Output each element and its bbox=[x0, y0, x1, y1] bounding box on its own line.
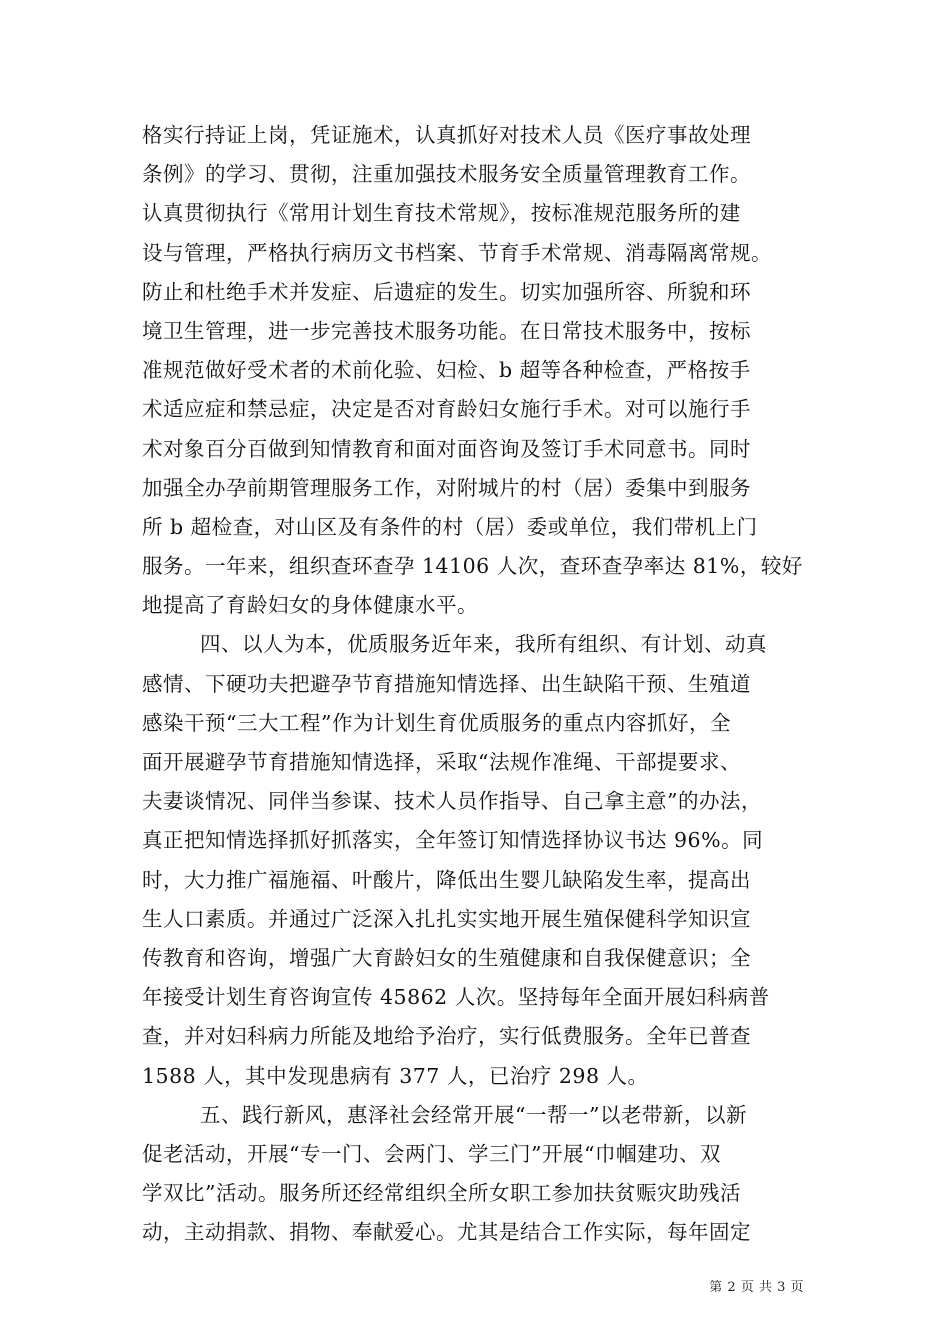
text-line: 条例》的学习、贯彻，注重加强技术服务安全质量管理教育工作。 bbox=[142, 162, 751, 187]
text-line: 夫妻谈情况、同伴当参谋、技术人员作指导、自己拿主意”的办法， bbox=[142, 789, 762, 814]
paragraph-start-line: 四、以人为本，优质服务近年来，我所有组织、有计划、动真 bbox=[200, 632, 767, 657]
text-line: 感染干预“三大工程”作为计划生育优质服务的重点内容抓好，全 bbox=[142, 710, 731, 735]
text-line: 真正把知情选择抓好抓落实，全年签订知情选择协议书达 96%。同 bbox=[142, 828, 764, 853]
text-line: 境卫生管理，进一步完善技术服务功能。在日常技术服务中，按标 bbox=[142, 318, 751, 343]
text-line: 生人口素质。并通过广泛深入扎扎实实地开展生殖保健科学知识宣 bbox=[142, 906, 751, 931]
page-number-footer: 第 2 页 共 3 页 bbox=[709, 1280, 804, 1295]
body-text bbox=[142, 116, 814, 1252]
text-line: 年接受计划生育咨询宣传 45862 人次。坚持每年全面开展妇科病普 bbox=[142, 985, 770, 1010]
text-line: 查，并对妇科病力所能及地给予治疗，实行低费服务。全年已普查 bbox=[142, 1024, 751, 1049]
text-line: 术适应症和禁忌症，决定是否对育龄妇女施行手术。对可以施行手 bbox=[142, 397, 751, 422]
text-line: 地提高了育龄妇女的身体健康水平。 bbox=[142, 593, 478, 618]
text-line: 面开展避孕节育措施知情选择，采取“法规作准绳、干部提要求、 bbox=[142, 750, 741, 774]
text-line: 格实行持证上岗，凭证施术，认真抓好对技术人员《医疗事故处理 bbox=[142, 123, 751, 147]
paragraph-start-line: 五、践行新风，惠泽社会经常开展“一帮一”以老带新，以新 bbox=[200, 1102, 747, 1127]
text-line: 准规范做好受术者的术前化验、妇检、b 超等各种检查，严格按手 bbox=[142, 358, 751, 383]
text-line: 1588 人，其中发现患病有 377 人，已治疗 298 人。 bbox=[142, 1063, 649, 1088]
text-line: 所 b 超检查，对山区及有条件的村（居）委或单位，我们带机上门 bbox=[142, 514, 758, 539]
text-line: 设与管理，严格执行病历文书档案、节育手术常规、消毒隔离常规。 bbox=[142, 240, 772, 265]
text-line: 传教育和咨询，增强广大育龄妇女的生殖健康和自我保健意识；全 bbox=[142, 945, 751, 970]
text-line: 动，主动捐款、捐物、奉献爱心。尤其是结合工作实际，每年固定 bbox=[142, 1220, 751, 1245]
text-line: 服务。一年来，组织查环查孕 14106 人次，查环查孕率达 81%，较好 bbox=[142, 554, 803, 579]
text-line: 加强全办孕前期管理服务工作，对附城片的村（居）委集中到服务 bbox=[142, 475, 751, 500]
text-line: 时，大力推广福施福、叶酸片，降低出生婴儿缺陷发生率，提高出 bbox=[142, 867, 751, 892]
text-line: 促老活动，开展“专一门、会两门、学三门”开展“巾帼建功、双 bbox=[142, 1141, 721, 1166]
text-line: 术对象百分百做到知情教育和面对面咨询及签订手术同意书。同时 bbox=[142, 436, 751, 461]
text-line: 防止和杜绝手术并发症、后遗症的发生。切实加强所容、所貌和环 bbox=[142, 279, 751, 304]
text-line: 感情、下硬功夫把避孕节育措施知情选择、出生缺陷干预、生殖道 bbox=[142, 671, 751, 696]
text-line: 学双比”活动。服务所还经常组织全所女职工参加扶贫赈灾助残活 bbox=[142, 1181, 741, 1206]
text-line: 认真贯彻执行《常用计划生育技术常规》，按标准规范服务所的建 bbox=[142, 201, 741, 226]
